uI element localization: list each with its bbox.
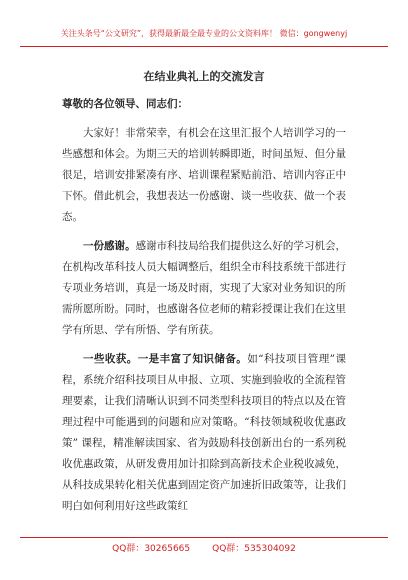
- paragraph-text: 大家好！非常荣幸，有机会在这里汇报个人培训学习的一些感想和体会。为期三天的培训转瞬即逝，时间虽短、但分量很足，培训安排紧凑有序、培训课程紧贴前沿、培训内容正中下怀。借此机会，我想表达一份感谢、谈一些收获、做一个表态。: [62, 127, 346, 223]
- paragraph-thanks: [62, 236, 346, 341]
- footer-divider: [20, 537, 388, 538]
- footer-qq-group-1: QQ群：30265665: [112, 544, 191, 554]
- paragraph-gains: [62, 349, 346, 517]
- document-title: 在结业典礼上的交流发言: [143, 70, 265, 83]
- paragraph-intro: [62, 123, 346, 228]
- paragraph-text: 感谢市科技局给我们提供这么好的学习机会，在机构改革科技人员大幅调整后，组织全市科技系统干部进行专项业务培训，真是一场及时雨，实现了大家对业务知识的所需所愿所盼。同时，也感谢各位老师的精彩授课让我们在这里学有所思、学有所悟、学有所获。: [62, 240, 347, 336]
- footer: [0, 541, 408, 554]
- salutation: 尊敬的各位领导、同志们：: [62, 98, 188, 110]
- footer-qq-group-2: QQ群：535304092: [212, 544, 296, 554]
- paragraph-lead: 一份感谢。: [83, 240, 136, 252]
- paragraph-lead: 一些收获。一是丰富了知识储备。: [83, 353, 248, 365]
- header-banner: 关注头条号“公文研究”，获得最新最全最专业的公文资料库！ 微信：gongwenyj: [60, 29, 348, 38]
- header-divider: [20, 46, 388, 47]
- paragraph-text: 如“科技项目管理”课程，系统介绍科技项目从申报、立项、实施到验收的全流程管理要素，让我们清晰认识到不同类型科技项目的特点以及在管理过程中可能遇到的问题和应对策略。“科技领域税收优惠政策” 课程，精准解读国家、省为鼓励科技创新出台的一系列税收优惠政策，从研发费用加计扣除到高新技术企业税收减免，从科技成果转化相关优惠到固定资产加速折旧政策等，让我们明白如何利用好这些政策红: [62, 353, 346, 512]
- document-body: [62, 94, 346, 525]
